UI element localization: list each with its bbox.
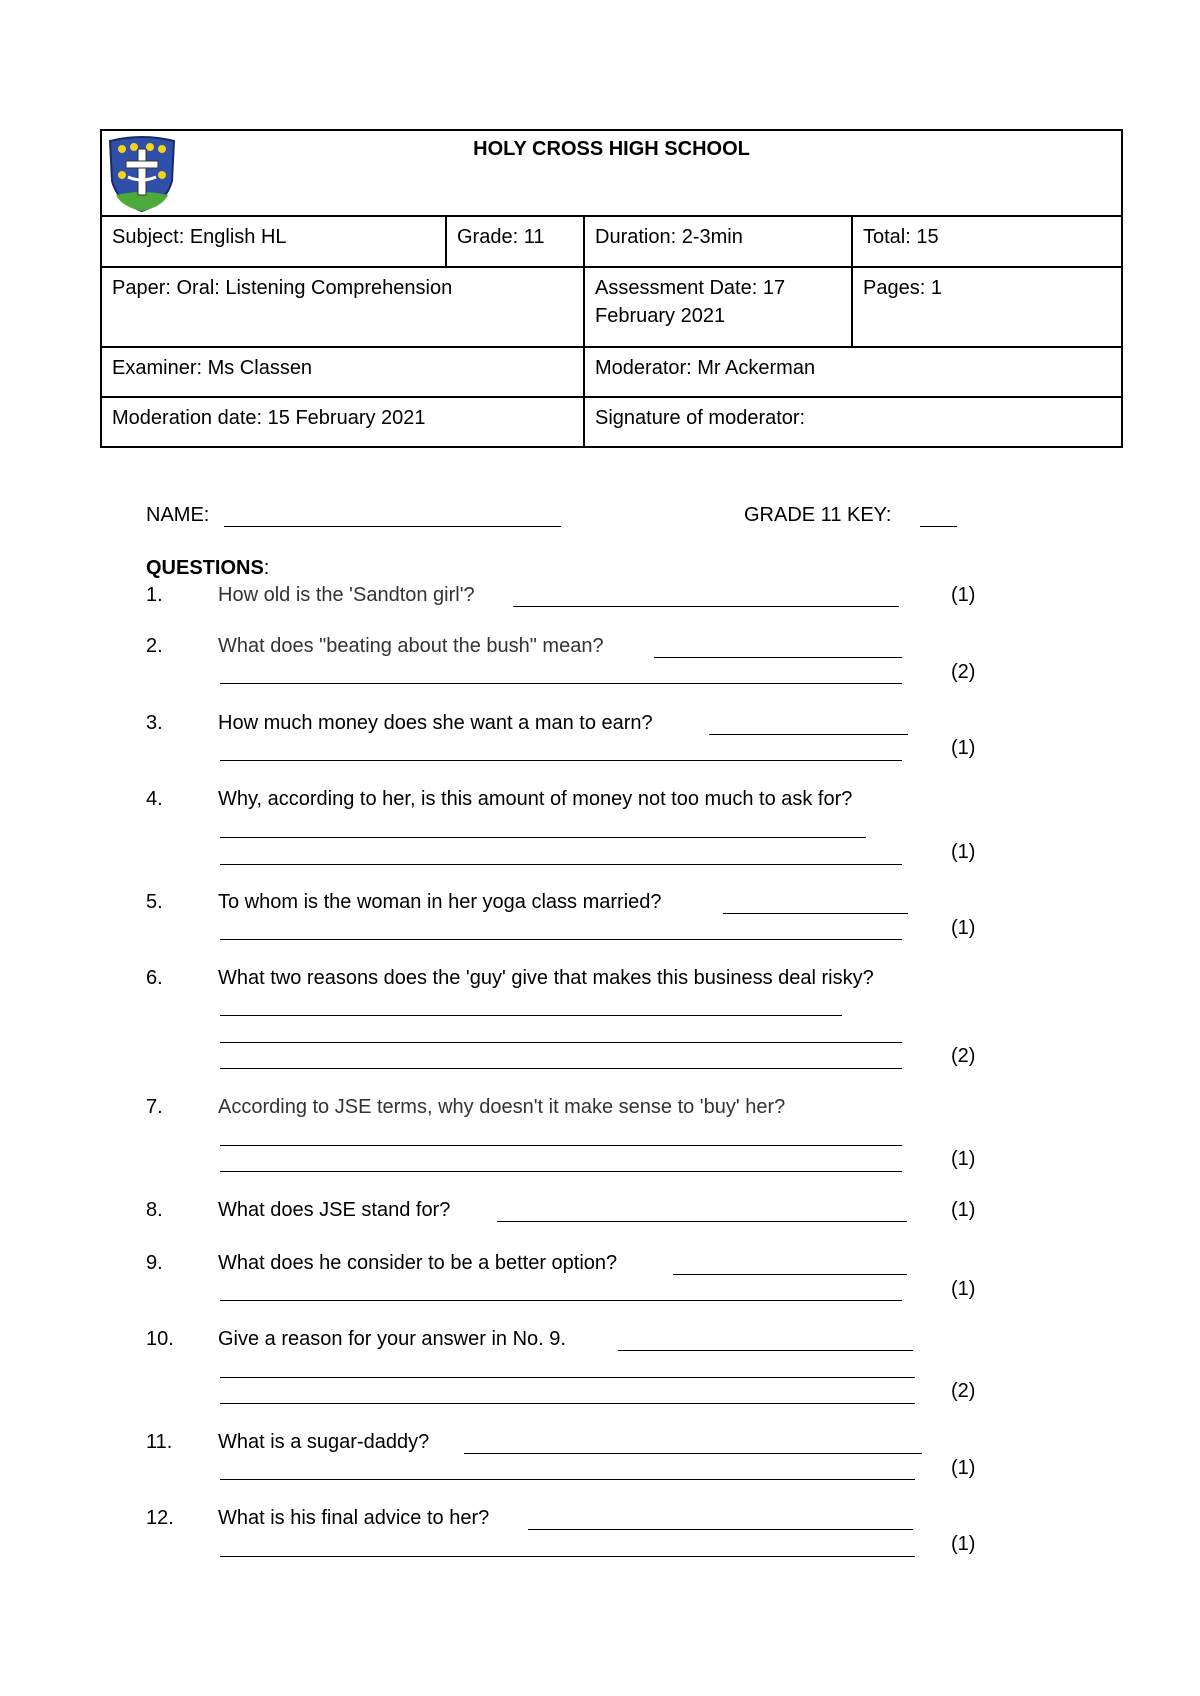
question-number: 11. (146, 1431, 173, 1453)
answer-line[interactable] (220, 1403, 915, 1404)
question-mark: (1) (951, 1199, 976, 1221)
questions-heading: QUESTIONS: (146, 557, 270, 579)
answer-line[interactable] (220, 1300, 902, 1301)
question-number: 8. (146, 1199, 163, 1221)
school-name: HOLY CROSS HIGH SCHOOL (473, 138, 750, 160)
answer-line[interactable] (497, 1221, 907, 1222)
answer-line[interactable] (220, 939, 902, 940)
question-mark: (1) (951, 1533, 976, 1555)
moderator-cell: Moderator: Mr Ackerman (595, 357, 816, 379)
key-answer-line[interactable] (920, 526, 957, 527)
answer-line[interactable] (220, 1145, 902, 1146)
assessment-date-cell (585, 268, 851, 330)
question-mark: (1) (951, 1148, 976, 1170)
question-number: 9. (146, 1252, 163, 1274)
question-text: According to JSE terms, why doesn't it make sense to 'buy' her? (218, 1096, 786, 1118)
name-label: NAME: (146, 504, 210, 526)
question-text: To whom is the woman in her yoga class married? (218, 891, 662, 913)
answer-line[interactable] (513, 606, 899, 607)
answer-line[interactable] (654, 657, 902, 658)
question-mark: (1) (951, 584, 976, 606)
answer-line[interactable] (464, 1453, 922, 1454)
question-text: What two reasons does the 'guy' give that makes this business deal risky? (218, 967, 874, 989)
assessment-date-line2: February 2021 (595, 305, 726, 327)
question-mark: (1) (951, 1278, 976, 1300)
header-table (100, 129, 1123, 448)
question-mark: (1) (951, 1457, 976, 1479)
question-number: 5. (146, 891, 163, 913)
question-mark: (1) (951, 841, 976, 863)
answer-line[interactable] (220, 837, 866, 838)
question-text: How much money does she want a man to earn? (218, 712, 653, 734)
answer-line[interactable] (673, 1274, 907, 1275)
subject-cell: Subject: English HL (112, 226, 287, 248)
key-label: GRADE 11 KEY: (744, 504, 892, 526)
question-text: What does "beating about the bush" mean? (218, 635, 604, 657)
name-answer-line[interactable] (224, 526, 561, 527)
answer-line[interactable] (618, 1350, 913, 1351)
question-number: 4. (146, 788, 163, 810)
moderation-date-cell: Moderation date: 15 February 2021 (112, 407, 426, 429)
answer-line[interactable] (220, 1377, 915, 1378)
question-number: 1. (146, 584, 163, 606)
question-text: What is his final advice to her? (218, 1507, 490, 1529)
paper-cell: Paper: Oral: Listening Comprehension (112, 277, 453, 299)
answer-line[interactable] (220, 760, 902, 761)
question-mark: (1) (951, 917, 976, 939)
question-number: 7. (146, 1096, 163, 1118)
question-number: 2. (146, 635, 163, 657)
answer-line[interactable] (220, 1015, 842, 1016)
total-cell: Total: 15 (863, 226, 939, 248)
question-number: 10. (146, 1328, 174, 1350)
question-number: 3. (146, 712, 163, 734)
question-mark: (2) (951, 661, 976, 683)
answer-line[interactable] (528, 1529, 913, 1530)
question-number: 6. (146, 967, 163, 989)
question-text: Give a reason for your answer in No. 9. (218, 1328, 566, 1350)
question-mark: (2) (951, 1045, 976, 1067)
question-mark: (1) (951, 737, 976, 759)
answer-line[interactable] (220, 1479, 915, 1480)
question-text: Why, according to her, is this amount of money not too much to ask for? (218, 788, 853, 810)
question-text: What does he consider to be a better option? (218, 1252, 618, 1274)
answer-line[interactable] (220, 1556, 915, 1557)
question-text: What is a sugar-daddy? (218, 1431, 430, 1453)
answer-line[interactable] (220, 1042, 902, 1043)
pages-cell: Pages: 1 (863, 277, 942, 299)
duration-cell: Duration: 2-3min (595, 226, 743, 248)
answer-line[interactable] (220, 864, 902, 865)
answer-line[interactable] (220, 683, 902, 684)
signature-cell: Signature of moderator: (595, 407, 806, 429)
answer-line[interactable] (220, 1068, 902, 1069)
question-text: What does JSE stand for? (218, 1199, 451, 1221)
answer-line[interactable] (220, 1171, 902, 1172)
question-number: 12. (146, 1507, 174, 1529)
examiner-cell: Examiner: Ms Classen (112, 357, 313, 379)
answer-line[interactable] (723, 913, 908, 914)
question-mark: (2) (951, 1380, 976, 1402)
assessment-date-line1: Assessment Date: 17 (595, 277, 786, 299)
grade-cell: Grade: 11 (457, 226, 545, 248)
question-text: How old is the 'Sandton girl'? (218, 584, 475, 606)
answer-line[interactable] (709, 734, 908, 735)
